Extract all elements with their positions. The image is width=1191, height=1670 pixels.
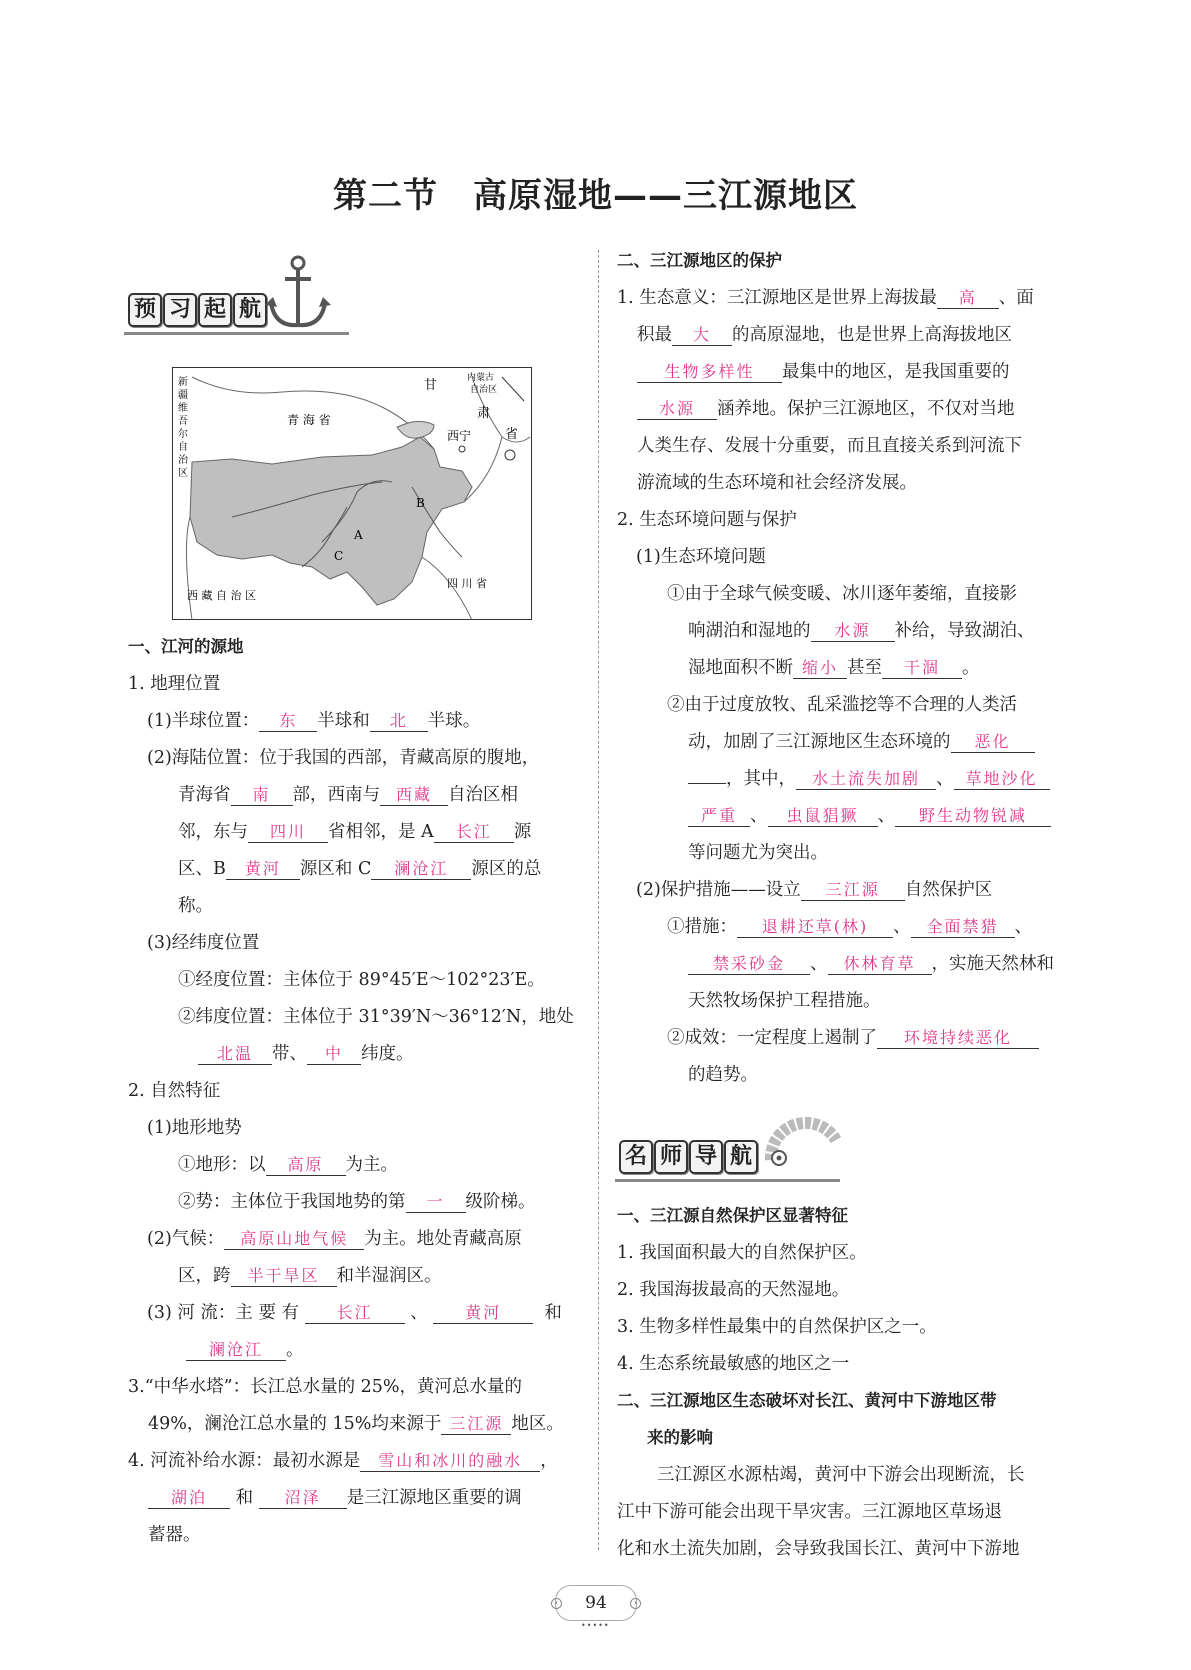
answer-blank: 缩小 [793,658,847,679]
answer-blank: 南 [231,785,293,806]
map-label-xining: 西宁 [447,429,472,443]
text-line: (1)地形地势 [147,1118,242,1138]
text-line: 生物多样性 最集中的地区，是我国重要的 [637,361,1010,383]
answer-blank: 澜沧江 [186,1340,286,1361]
text-line: 蓄器。 [148,1525,201,1545]
banner-char: 预 [128,293,162,327]
answer-blank [688,783,726,784]
map-label-xinjiang: 区 [178,468,188,479]
banner-char: 名 [619,1140,653,1174]
text-line: 49%，澜沧江总水量的 15%均来源于 三江源 地区。 [148,1414,564,1434]
text-line: 动，加剧了三江源地区生态环境的 恶化 [688,731,1035,753]
section-heading: 一、三江源自然保护区显著特征 [617,1206,848,1225]
text-line: 称。 [178,896,213,916]
answer-blank: 黄河 [433,1303,533,1324]
compass-gauge-icon [761,1110,841,1170]
text-line: (1)半球位置： 东 半球和 北 半球。 [147,711,481,731]
answer-blank: 北 [370,711,428,732]
map-label-sichuan: 四 川 省 [447,577,487,590]
text-line: 等问题尤为突出。 [688,843,828,863]
text-line: 区，跨 半干旱区 和半湿润区。 [178,1266,442,1286]
banner-char: 导 [689,1140,723,1174]
text-line: 青海省 南 部，西南与 西藏 自治区相 [178,785,518,805]
text-line: 3. 生物多样性最集中的自然保护区之一。 [617,1317,937,1337]
text-line: ①地形：以 高原 为主。 [178,1155,398,1175]
text-line: ②成效：一定程度上遏制了 环境持续恶化 [667,1027,1039,1049]
answer-blank: 恶化 [951,732,1035,753]
answer-blank: 黄河 [226,859,300,880]
text-line: 4. 生态系统最敏感的地区之一 [617,1354,850,1374]
map-label-xinjiang: 疆 [178,390,188,401]
text-line: ①经度位置：主体位于 89°45′E～102°23′E。 [178,970,545,990]
banner-char: 习 [163,293,197,327]
map-label-b: B [416,496,425,510]
map-label-qinghai: 青 海 省 [287,413,331,427]
answer-blank: 草地沙化 [954,769,1050,790]
answer-blank: 退耕还草(林) [737,917,893,938]
answer-blank: 东 [259,711,317,732]
text-line: 1. 生态意义：三江源地区是世界上海拔最 高 、面 [617,288,1034,308]
page-dots: ••••• [581,1621,610,1630]
map-label-c: C [334,549,344,563]
map-label-sheng: 省 [505,427,519,442]
text-line: (3) 河 流：主 要 有 长江 、 黄河 和 [147,1303,562,1323]
answer-blank: 湖泊 [148,1488,230,1509]
text-line: (2)保护措施——设立 三江源 自然保护区 [636,880,993,900]
text-line: ②纬度位置：主体位于 31°39′N～36°12′N，地处 [178,1007,574,1027]
text-line: 4. 河流补给水源：最初水源是 雪山和冰川的融水 ， [128,1451,558,1471]
section-heading: 二、三江源地区生态破坏对长江、黄河中下游地区带 [617,1391,997,1410]
answer-blank: 一 [406,1192,466,1213]
paragraph-line: 三江源区水源枯竭，黄河中下游会出现断流，长 [657,1465,1025,1485]
answer-blank: 水源 [811,621,895,642]
text-line: 2. 我国海拔最高的天然湿地。 [617,1280,850,1300]
text-line: 3.“中华水塔”：长江总水量的 25%，黄河总水量的 [128,1377,523,1397]
text-line: 1. 我国面积最大的自然保护区。 [617,1243,867,1263]
answer-blank: 干涸 [882,658,962,679]
text-line: ②势：主体位于我国地势的第 一 级阶梯。 [178,1192,536,1212]
subheading: 1. 地理位置 [128,674,221,694]
text-line: (2)海陆位置：位于我国的西部，青藏高原的腹地， [147,748,540,768]
answer-blank: 三江源 [441,1414,511,1435]
text-line: 澜沧江 。 [186,1339,304,1361]
section-heading: 二、三江源地区的保护 [617,251,782,270]
answer-blank: 水土流失加剧 [796,769,936,790]
answer-blank: 沼泽 [259,1488,347,1509]
map-label-xinjiang: 维 [178,403,188,414]
text-line: 严重 、 虫鼠猖獗 、 野生动物锐减 [688,805,1051,827]
map-label-xinjiang: 新 [178,377,188,388]
chevron-right-icon: › [630,1598,641,1609]
text-line: 区、B 黄河 源区和 C 澜沧江 源区的总 [178,859,542,879]
answer-blank: 中 [307,1044,361,1065]
text-line: (2)气候： 高原山地气候 为主。地处青藏高原 [147,1229,522,1249]
text-line: 禁采砂金 、 休林育草 ，实施天然林和 [688,953,1054,975]
answer-blank: 禁采砂金 [688,954,810,975]
answer-blank: 休林育草 [828,954,932,975]
answer-blank: 高原 [266,1155,346,1176]
text-line: ②由于过度放牧、乱采滥挖等不合理的人类活 [667,695,1017,715]
answer-blank: 高原山地气候 [224,1229,364,1250]
banner-guide [619,1140,759,1174]
answer-blank: 长江 [434,822,514,843]
chevron-left-icon: ‹ [551,1598,562,1609]
text-line: 响湖泊和湿地的 水源 补给，导致湖泊、 [688,621,1035,641]
paragraph-line: 化和水土流失加剧，会导致我国长江、黄河中下游地 [617,1539,1020,1559]
map-label-gan: 甘 [424,378,438,393]
answer-blank: 北温 [198,1044,272,1065]
map-label-xinjiang: 治 [178,455,188,466]
subheading: 2. 自然特征 [128,1081,221,1101]
text-line: 北温 带、 中 纬度。 [198,1043,414,1065]
answer-blank: 长江 [305,1303,405,1324]
answer-blank: 生物多样性 [637,362,782,383]
text-line: 游流域的生态环境和社会经济发展。 [637,473,917,493]
subheading: 2. 生态环境问题与保护 [617,510,797,530]
text-line: 人类生存、发展十分重要，而且直接关系到河流下 [637,436,1022,456]
banner-preview [128,293,268,327]
text-line: 水源 涵养地。保护三江源地区，不仅对当地 [637,398,1015,420]
page-number-label: 94 [585,1593,607,1613]
banner-char: 航 [724,1140,758,1174]
answer-blank: 西藏 [380,785,448,806]
page-title: 第二节 高原湿地——三江源地区 [333,176,858,216]
paragraph-line: 江中下游可能会出现干旱灾害。三江源地区草场退 [617,1502,1002,1522]
text-line: 湿地面积不断 缩小 甚至 干涸 。 [688,658,980,678]
column-divider [598,250,599,1550]
banner-char: 师 [654,1140,688,1174]
answer-blank: 半干旱区 [231,1266,337,1287]
anchor-icon [263,253,333,333]
answer-blank: 高 [937,288,999,309]
banner-underline [124,332,349,335]
answer-blank: 大 [672,325,732,346]
map-label-a: A [354,528,363,542]
answer-blank: 三江源 [801,880,905,901]
text-line: (3)经纬度位置 [147,933,260,953]
answer-blank: 严重 [688,806,750,827]
text-line: 积最 大 的高原湿地，也是世界上高海拔地区 [637,325,1012,345]
answer-blank: 四川 [248,822,328,843]
text-line: (1)生态环境问题 [636,547,766,567]
text-line: 的趋势。 [688,1065,758,1085]
section-heading: 来的影响 [647,1428,713,1447]
text-line: ①措施： 退耕还草(林) 、 全面禁猎 、 [667,917,1032,937]
banner-char: 起 [198,293,232,327]
answer-blank: 环境持续恶化 [877,1028,1039,1049]
map-label-xinjiang: 自 [178,442,188,453]
map-label-inner-mongolia: 自治区 [470,385,498,395]
answer-blank: 雪山和冰川的融水 [360,1451,540,1472]
map-label-inner-mongolia: 内蒙古 [467,373,495,383]
section-heading: 一、江河的源地 [128,637,244,656]
banner-underline [615,1179,840,1182]
map-label-tibet: 西 藏 自 治 区 [187,589,256,602]
text-line: 邻，东与 四川 省相邻，是 A 长江 源 [178,822,532,842]
text-line: ，其中， 水土流失加剧 、 草地沙化 [688,768,1050,790]
banner-char: 航 [233,293,267,327]
map-figure [172,367,532,620]
map-label-xinjiang: 吾 [178,416,188,427]
map-label-su: 肃 [477,406,491,421]
answer-blank: 野生动物锐减 [895,806,1051,827]
text-line: 湖泊 和 沼泽 是三江源地区重要的调 [148,1487,522,1509]
map-label-xinjiang: 尔 [178,429,188,440]
answer-blank: 澜沧江 [371,859,471,880]
answer-blank: 水源 [637,399,717,420]
answer-blank: 全面禁猎 [911,917,1015,938]
text-line: ①由于全球气候变暖、冰川逐年萎缩，直接影 [667,584,1017,604]
answer-blank: 虫鼠猖獗 [768,806,878,827]
page-number [555,1585,637,1630]
text-line: 天然牧场保护工程措施。 [688,991,881,1011]
